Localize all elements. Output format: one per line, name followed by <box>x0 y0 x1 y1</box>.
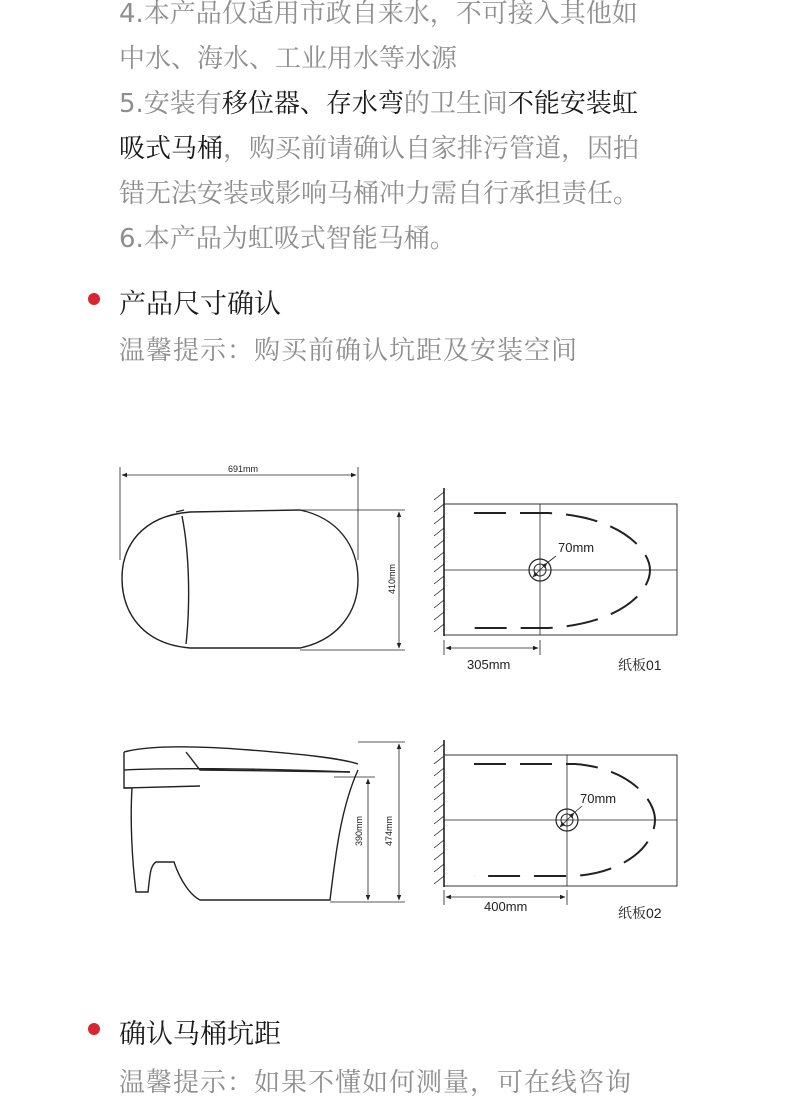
note-line-5-end: 错无法安装或影响马桶冲力需自行承担责任。 <box>119 179 640 209</box>
section-tip: 温馨提示：如果不懂如何测量，可在线咨询 <box>119 1068 633 1098</box>
bullet-dot <box>88 1023 100 1035</box>
note-line-4: 4.本产品仅适用市政自来水，不可接入其他如 <box>119 0 638 29</box>
dim-top-width: 691mm <box>228 464 259 474</box>
template1-distance: 305mm <box>467 657 511 672</box>
template1-outlet: 70mm <box>558 540 595 555</box>
note-line-4-cont: 中水、海水、工业用水等水源 <box>119 44 458 74</box>
section-tip: 温馨提示：购买前确认坑距及安装空间 <box>119 336 579 366</box>
template-02 <box>434 740 677 905</box>
template2-distance: 400mm <box>484 899 528 914</box>
note-line-5: 5.安装有移位器、存水弯的卫生间不能安装虹 <box>119 89 638 119</box>
dim-seat-height: 390mm <box>354 815 364 846</box>
template2-outlet: 70mm <box>580 791 617 806</box>
template1-label: 纸板01 <box>618 657 662 673</box>
template2-label: 纸板02 <box>618 905 662 921</box>
section-title: 产品尺寸确认 <box>119 289 281 320</box>
template-01 <box>434 488 677 655</box>
note-line-5-cont: 吸式马桶，购买前请确认自家排污管道，因拍 <box>119 134 640 164</box>
dim-total-height: 474mm <box>384 815 394 846</box>
dim-top-depth: 410mm <box>387 563 397 594</box>
section-title: 确认马桶坑距 <box>119 1019 281 1050</box>
toilet-top-view <box>120 467 405 650</box>
note-line-6: 6.本产品为虹吸式智能马桶。 <box>119 224 456 254</box>
